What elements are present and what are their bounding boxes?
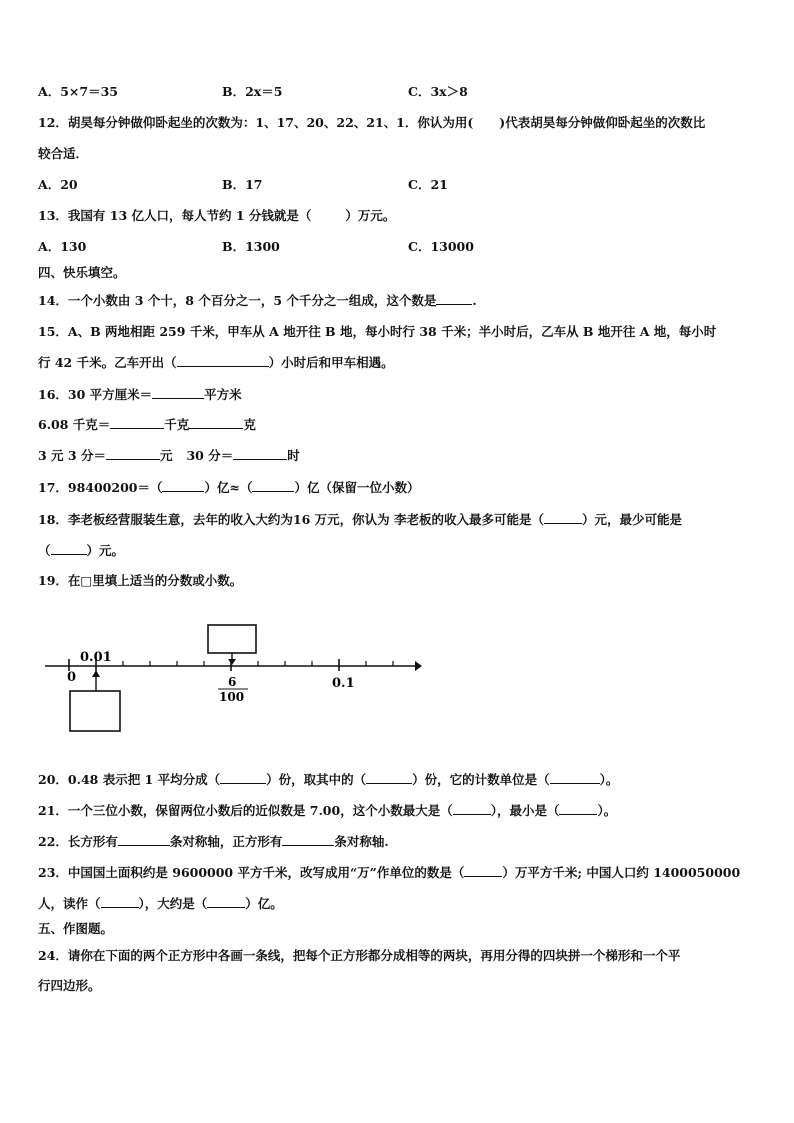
section-5-heading: 五、作图题。 [38,921,114,936]
q16-text-b: 平方米 [204,387,242,402]
q16-text-f: 3 元 3 分＝ [38,448,106,463]
q21-text-c: ）。 [597,803,617,818]
q23-blank-3 [207,895,245,908]
q16-line2 [38,416,256,433]
q16-text-c: 6.08 千克＝ [38,417,111,432]
label-0-1: 0.1 [332,676,355,691]
q22-text-b: 条对称轴，正方形有 [169,834,283,849]
q17-text-b: ）亿≈（ [204,480,253,495]
answer-box-bottom[interactable] [70,691,120,731]
q11-option-c: C．3x＞8 [408,84,468,99]
q13-option-c: C．13000 [408,239,474,254]
number-line-figure [40,615,430,740]
q14-end: . [472,293,477,308]
q21-blank-1 [453,802,491,815]
q11-option-b: B．2x＝5 [222,84,283,99]
arrow-head-bottom [92,670,100,677]
q20-line [38,771,618,788]
q14-line [38,292,477,309]
q12-line2: 较合适． [38,146,89,161]
q16-blank-5 [233,447,287,460]
q12-text-b: )代表胡昊每分钟做仰卧起坐的次数比 [499,115,706,130]
q23-text-d: ），大约是（ [138,896,208,911]
q16-blank-2 [110,416,164,429]
q14-blank [436,292,472,305]
q12-text-a: 12．胡昊每分钟做仰卧起坐的次数为：1、17、20、22、21、1．你认为用( [38,115,474,130]
q20-text-a: 20．0.48 表示把 1 平均分成（ [38,772,221,787]
q15-line1: 15．A、B 两地相距 259 千米，甲车从 A 地开往 B 地，每小时行 38 千米；半小时后，乙车从 B 地开往 A 地，每小时 [38,324,717,339]
q18-text-d: ）元。 [86,543,125,558]
q23-text-c: 人，读作（ [38,896,101,911]
q16-text-a: 16．30 平方厘米＝ [38,387,153,402]
q16-blank-1 [152,386,204,399]
q22-blank-2 [282,833,334,846]
q22-text-c: 条对称轴. [334,834,389,849]
q12-option-a: A．20 [38,177,78,192]
q18-text-b: ）元，最少可能是 [582,512,683,527]
q18-line2 [38,542,124,559]
q15-blank [177,354,269,367]
q13-option-a: A．130 [38,239,87,254]
q15-line2 [38,354,394,371]
q13-text-a: 13．我国有 13 亿人口，每人节约 1 分钱就是（ [38,208,312,223]
q21-blank-2 [559,802,597,815]
q19-line: 19．在□里填上适当的分数或小数。 [38,573,243,588]
q22-line [38,833,389,850]
q23-line1 [38,864,740,881]
q23-blank-1 [464,864,502,877]
q23-text-e: ）亿。 [245,896,283,911]
q12-option-b: B．17 [222,177,263,192]
q17-line [38,479,419,496]
q22-text-a: 22．长方形有 [38,834,118,849]
q16-text-h: 30 分＝ [186,448,234,463]
q24-line1: 24．请你在下面的两个正方形中各画一条线，把每个正方形都分成相等的两块，再用分得的四块拼一个梯形和一个平 [38,948,681,963]
q12-line1 [38,115,705,131]
q13-option-b: B．1300 [222,239,280,254]
q20-text-d: ）。 [599,772,619,787]
q20-blank-3 [550,771,600,784]
q16-blank-4 [106,447,160,460]
q20-blank-1 [220,771,266,784]
q11-option-a: A．5×7＝35 [38,84,118,99]
q18-blank-2 [51,542,87,555]
answer-box-top[interactable] [208,625,256,653]
q15-text-a: 行 42 千米。乙车开出（ [38,355,177,370]
q16-line3 [38,447,300,464]
q17-text-c: ）亿（保留一位小数） [294,480,420,495]
q20-blank-2 [366,771,412,784]
q13-text-b: ）万元。 [345,208,396,223]
label-frac-denominator: 100 [219,690,245,704]
q12-option-c: C．21 [408,177,448,192]
q20-text-b: ）份，取其中的（ [266,772,367,787]
number-line-arrowhead [415,661,422,671]
q23-text-a: 23．中国国土面积约是 9600000 平方千米，改写成用“万”作单位的数是（ [38,865,465,880]
q16-text-d: 千克 [164,417,190,432]
q14-text: 14．一个小数由 3 个十，8 个百分之一，5 个千分之一组成，这个数是 [38,293,437,308]
q16-text-i: 时 [287,448,300,463]
q21-text-a: 21．一个三位小数，保留两位小数后的近似数是 7.00，这个小数最大是（ [38,803,453,818]
q23-blank-2 [101,895,139,908]
q21-line [38,802,616,819]
label-0-01: 0.01 [80,650,112,665]
q15-text-b: ）小时后和甲车相遇。 [268,355,394,370]
q13-line [38,208,395,224]
q17-text-a: 17．98400200＝（ [38,480,163,495]
q16-text-g: 元 [159,448,173,463]
label-zero: 0 [67,670,77,685]
q16-blank-3 [189,416,243,429]
q18-blank-1 [544,511,582,524]
q16-line1 [38,386,242,403]
q17-blank-2 [252,479,294,492]
label-frac-numerator: 6 [228,675,237,689]
q16-text-e: 克 [243,417,256,432]
q20-text-c: ）份，它的计数单位是（ [412,772,550,787]
q18-line1 [38,511,682,528]
q17-blank-1 [162,479,204,492]
q23-line2 [38,895,283,912]
q23-text-b: ）万平方千米; 中国人口约 1400050000 [502,865,741,880]
arrow-head-top [228,659,236,665]
q18-text-a: 18．李老板经营服装生意，去年的收入大约为16 万元，你认为 李老板的收入最多可能是（ [38,512,544,527]
q21-text-b: ），最小是（ [490,803,560,818]
q18-text-c: （ [38,543,51,558]
section-4-heading: 四、快乐填空。 [38,265,126,280]
q22-blank-1 [118,833,170,846]
q24-line2: 行四边形。 [38,978,101,993]
